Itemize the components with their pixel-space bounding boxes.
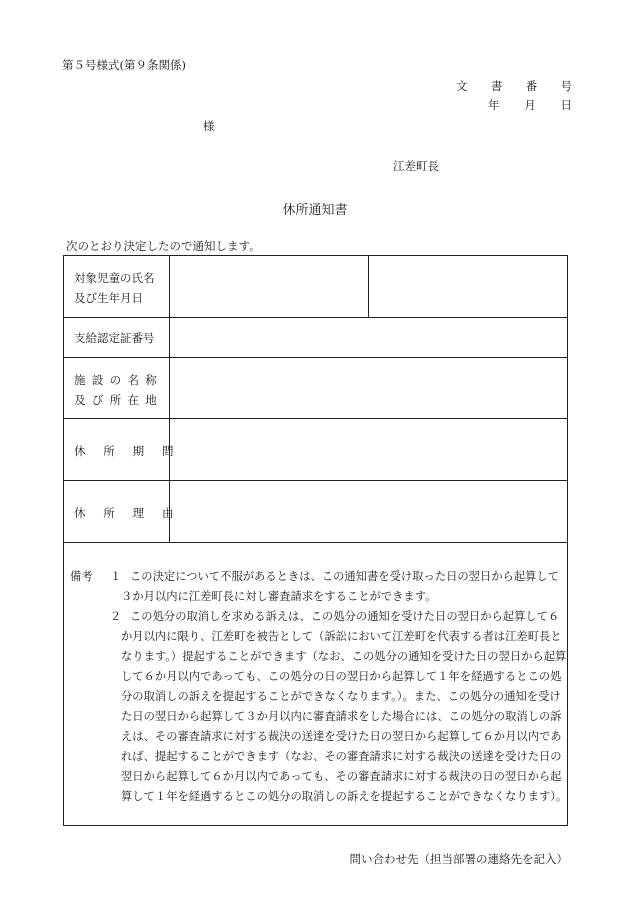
child-label-line2: 及び生年月日 — [74, 291, 143, 305]
notice-table — [63, 255, 568, 542]
facility-label-line2: 及び所在地 — [74, 393, 164, 407]
note-2-line: か月以内に限り、江差町を被告として（訴訟において江差町を代表する者は江差町長と — [121, 630, 562, 643]
child-row — [64, 256, 567, 318]
form-number: 第５号様式(第９条関係) — [62, 58, 186, 72]
facility-label-line1: 施設の名称 — [74, 373, 164, 387]
note-1-line: ３か月以内に江差町長に対し審査請求をすることができます。 — [121, 590, 437, 603]
period-label: 休所期間 — [74, 444, 192, 458]
reason-label: 休所理由 — [74, 506, 192, 520]
addressee-suffix: 様 — [203, 119, 215, 133]
period-row — [64, 419, 567, 481]
note-1-line: この決定について不服があるときは、この通知書を受け取った日の翌日から起算して — [130, 570, 560, 583]
child-row-divider — [368, 256, 369, 317]
document-title: 休所通知書 — [282, 203, 348, 218]
note-2-line: れば、提起することができます（なお、その審査請求に対する裁決の送達を受けた日の — [121, 750, 562, 763]
note-2-line: なります。）提起することができます（なお、この処分の通知を受けた日の翌日から起算 — [121, 650, 567, 663]
lead-text: 次のとおり決定したので通知します。 — [66, 239, 261, 253]
note-2-line: 翌日から起算して６か月以内であっても、その審査請求に対する裁決の日の翌日から起 — [121, 770, 562, 783]
reason-row — [64, 481, 567, 543]
note-2-line: えは、その審査請求に対する裁決の送達を受けた日の翌日から起算して６か月以内であ — [121, 730, 562, 743]
date-label: 年 月 日 — [488, 98, 572, 112]
facility-row — [64, 358, 567, 419]
contact-footer: 問い合わせ先（担当部署の連絡先を記入） — [349, 852, 568, 866]
remarks-heading: 備考 — [70, 570, 93, 583]
note-1-number: １ — [110, 570, 122, 583]
child-label-line1: 対象児童の氏名 — [74, 271, 155, 285]
note-2-line: た日の翌日から起算して３か月以内に審査請求をした場合には、この処分の取消しの訴 — [121, 710, 562, 723]
note-2-line: 算して１年を経過するとこの処分の取消しの訴えを提起することができなくなります）。 — [121, 790, 568, 803]
issuer-name: 江差町長 — [393, 159, 439, 173]
note-2-line: 分の取消しの訴えを提起することができなくなります。）。また、この処分の通知を受け — [121, 690, 561, 703]
cert-row — [64, 318, 567, 358]
note-2-line: して６か月以内であっても、この処分の日の翌日から起算して１年を経過するとこの処 — [121, 670, 562, 683]
note-2-line: この処分の取消しを求める訴えは、この処分の通知を受けた日の翌日から起算して６ — [130, 610, 560, 623]
remarks-section — [63, 542, 568, 826]
cert-label: 支給認定証番号 — [74, 331, 155, 345]
document-number-label: 文 書 番 号 — [456, 79, 572, 93]
note-2-number: ２ — [110, 610, 122, 623]
